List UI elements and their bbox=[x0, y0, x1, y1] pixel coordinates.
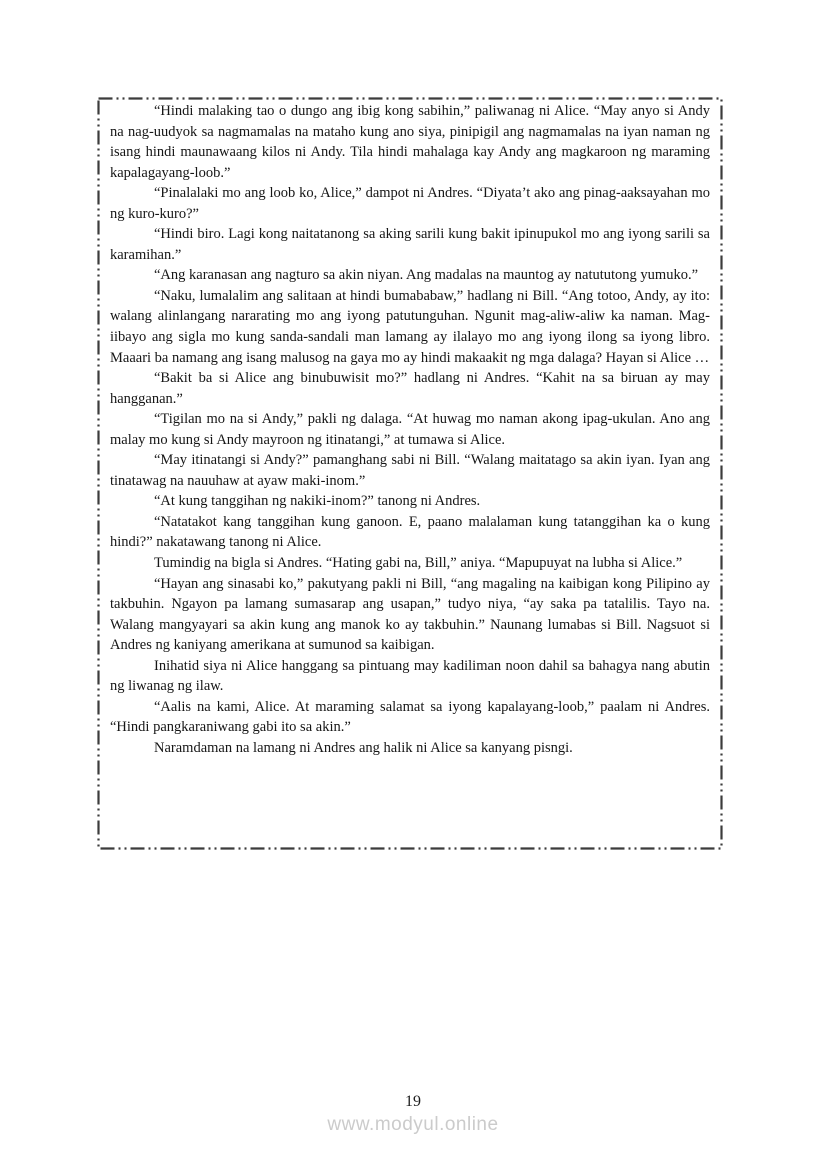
paragraph: “Aalis na kami, Alice. At maraming salamat sa iyong kapalayang-loob,” paalam ni Andres. “Hindi pangkaraniwang gabi ito sa akin.” bbox=[110, 698, 710, 736]
paragraph: Tumindig na bigla si Andres. “Hating gabi na, Bill,” aniya. “Mapupuyat na lubha si Alice.” bbox=[154, 555, 683, 572]
paragraph: “At kung tanggihan ng nakiki-inom?” tanong ni Andres. bbox=[154, 493, 481, 510]
paragraph: “Hindi malaking tao o dungo ang ibig kong sabihin,” paliwanag ni Alice. “May anyo si Andy na nag-uudyok sa nagmamalas na mataho kung ano siya, pinipigil ang nagmamalas na iyan naman ng isang hindi maunawaang kilos ni Andy. Tila hindi mahalaga kay Andy ang magkaroon ng maraming kapalagayang-loob.” bbox=[110, 103, 710, 181]
paragraph: “May itinatangi si Andy?” pamanghang sabi ni Bill. “Walang maitatago sa akin iyan. Iyan ang tinatawag na nauuhaw at ayaw maki-inom.” bbox=[110, 452, 710, 489]
paragraph: “Pinalalaki mo ang loob ko, Alice,” dampot ni Andres. “Diyata’t ako ang pinag-aaksayahan mo ng kuro-kuro?” bbox=[110, 185, 710, 222]
paragraph: Inihatid siya ni Alice hanggang sa pintuang may kadiliman noon dahil sa bahagya nang abutin ng liwanag ng ilaw. bbox=[110, 657, 710, 695]
paragraph: “Hayan ang sinasabi ko,” pakutyang pakli ni Bill, “ang magaling na kaibigan kong Pilipino ay takbuhin. Ngayon pa lamang sumasarap ang usapan,” tudyo niya, “ay saka pa tatalilis. Tayo na. Walang mangyayari sa akin kung ang manok ko ay takbuhin.” Naunang lumabas si Bill. Nagsuot si Andres ng kaniyang amerikana at sumunod sa kaibigan. bbox=[110, 575, 710, 654]
paragraph: Naramdaman na lamang ni Andres ang halik ni Alice sa kanyang pisngi. bbox=[154, 739, 573, 756]
watermark-text: www.modyul.online bbox=[327, 1114, 499, 1135]
paragraph: “Hindi biro. Lagi kong naitatanong sa aking sarili kung bakit ipinupukol mo ang iyong sarili sa karamihan.” bbox=[110, 226, 710, 263]
paragraph: “Bakit ba si Alice ang binubuwisit mo?” hadlang ni Andres. “Kahit na sa biruan ay may hangganan.” bbox=[110, 370, 710, 407]
paragraph: “Ang karanasan ang nagturo sa akin niyan. Ang madalas na mauntog ay natututong yumuko.” bbox=[154, 267, 699, 284]
page-number: 19 bbox=[405, 1093, 421, 1110]
story-content-box bbox=[97, 97, 723, 850]
paragraph: “Natatakot kang tanggihan kung ganoon. E, paano malalaman kung tatanggihan ka o kung hindi?” nakatawang tanong ni Alice. bbox=[110, 513, 710, 551]
story-paragraphs bbox=[110, 101, 710, 759]
paragraph: “Naku, lumalalim ang salitaan at hindi bumababaw,” hadlang ni Bill. “Ang totoo, Andy, ay ito: walang alinlangang nararating mo ang iyong patutunguhan. Ngunit mag-aliw-aliw ka naman. Mag-iibayo ang sigla mo kung sanda-sandali man lamang ay ilalayo mo ang iyong ilong sa iyong libro. Maaari ba namang ang isang malusog na gaya mo ay hindi makaakit ng mga dalaga? Hayan si Alice … bbox=[110, 287, 710, 366]
paragraph: “Tigilan mo na si Andy,” pakli ng dalaga. “At huwag mo naman akong ipag-ukulan. Ano ang malay mo kung si Andy mayroon ng itinatangi,” at tumawa si Alice. bbox=[110, 411, 710, 448]
